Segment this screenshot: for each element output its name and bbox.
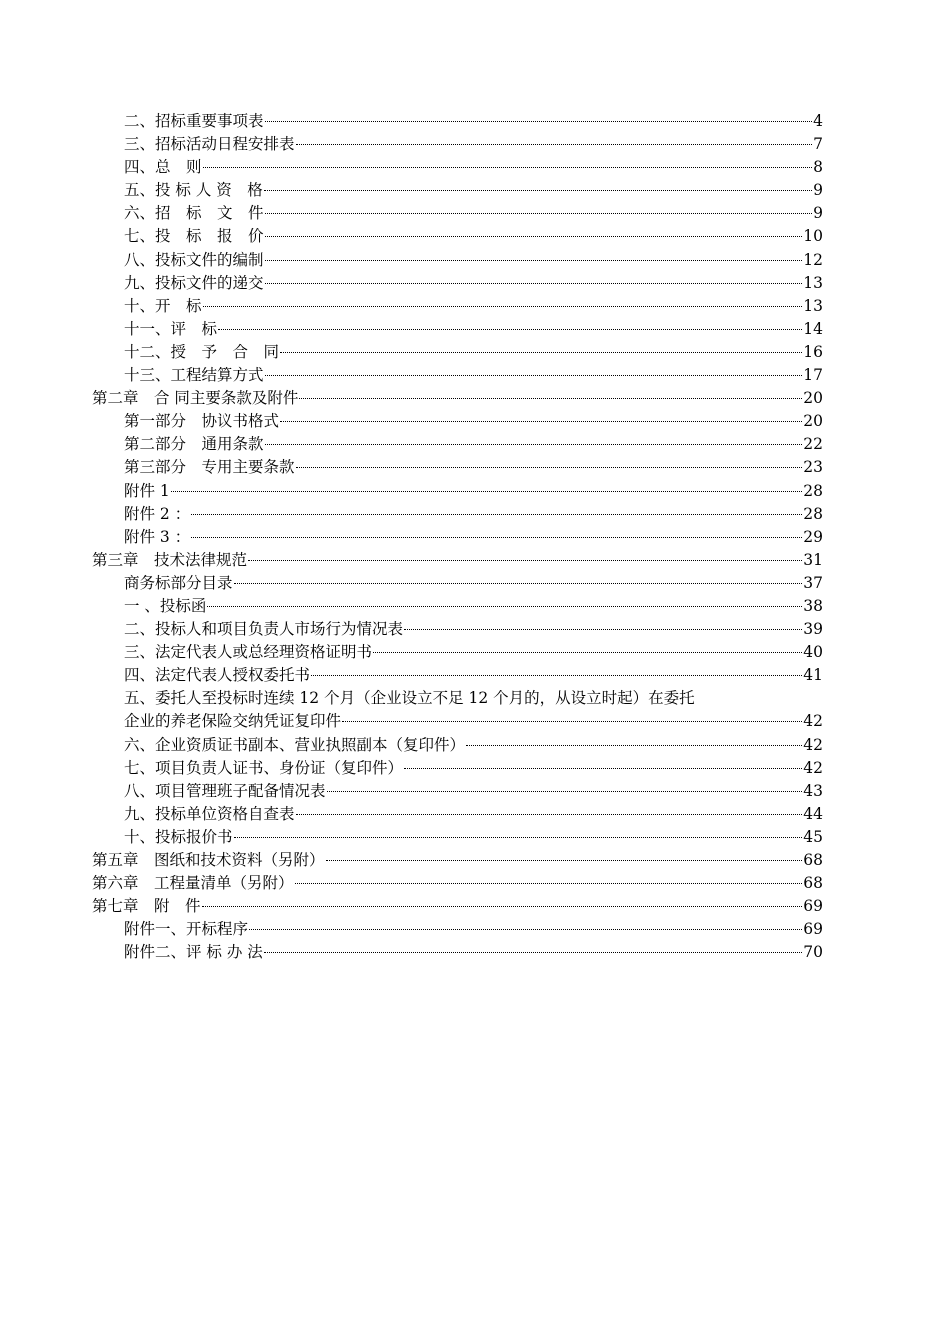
dot-leader	[202, 906, 803, 907]
toc-entry[interactable]	[92, 133, 823, 156]
toc-entry-title: 十一、评 标	[124, 319, 218, 338]
toc-entry[interactable]	[92, 734, 823, 757]
toc-chapter-entry[interactable]	[92, 549, 823, 572]
toc-entry-title: 四、总 则	[124, 158, 202, 177]
toc-entry-title: 第二章 合 同主要条款及附件	[92, 389, 299, 408]
toc-entry[interactable]	[92, 664, 823, 687]
dot-leader	[171, 491, 802, 492]
toc-entry[interactable]	[92, 318, 823, 341]
toc-entry[interactable]	[92, 480, 823, 503]
toc-entry-title: 九、投标文件的递交	[124, 273, 264, 292]
toc-page-number: 17	[803, 366, 823, 385]
toc-entry[interactable]	[92, 295, 823, 318]
toc-page-number: 9	[813, 204, 823, 223]
toc-page-number: 12	[803, 250, 823, 269]
toc-chapter-entry[interactable]	[92, 387, 823, 410]
toc-entry[interactable]	[92, 456, 823, 479]
toc-entry[interactable]	[92, 826, 823, 849]
toc-page-number: 7	[813, 135, 823, 154]
dot-leader	[265, 375, 803, 376]
toc-page-number: 4	[813, 112, 823, 130]
toc-entry-title: 第三章 技术法律规范	[92, 550, 248, 569]
dot-leader	[191, 514, 802, 515]
toc-entry-title: 三、招标活动日程安排表	[124, 135, 295, 154]
toc-page-number: 44	[803, 804, 823, 823]
toc-entry-title: 第一部分 协议书格式	[124, 412, 280, 431]
toc-entry[interactable]	[92, 249, 823, 272]
dot-leader	[342, 721, 802, 722]
toc-entry[interactable]	[92, 572, 823, 595]
dot-leader	[265, 444, 803, 445]
toc-entry-title: 三、法定代表人或总经理资格证明书	[124, 643, 373, 662]
toc-page-number: 9	[813, 181, 823, 200]
toc-entry-title: 附件 3 ：	[124, 527, 191, 546]
toc-entry[interactable]	[92, 341, 823, 364]
toc-entry[interactable]	[92, 110, 823, 133]
toc-entry[interactable]	[92, 364, 823, 387]
toc-entry[interactable]	[92, 433, 823, 456]
toc-chapter-entry[interactable]	[92, 872, 823, 895]
toc-page-number: 31	[803, 550, 823, 569]
toc-page-number: 42	[803, 758, 823, 777]
toc-entry-title: 第二部分 通用条款	[124, 435, 264, 454]
toc-entry-title: 七、项目负责人证书、身份证（复印件）	[124, 758, 404, 777]
toc-page-number: 69	[803, 920, 823, 939]
toc-entry-title: 附件 1	[124, 481, 170, 500]
toc-page-number: 14	[803, 319, 823, 338]
toc-entry-title: 五、投 标 人 资 格	[124, 181, 263, 200]
toc-entry-title: 二、招标重要事项表	[124, 112, 264, 130]
toc-page-number: 20	[803, 389, 823, 408]
toc-page-number: 29	[803, 527, 823, 546]
toc-entry-title: 第三部分 专用主要条款	[124, 458, 295, 477]
toc-page-number: 16	[803, 342, 823, 361]
dot-leader	[234, 837, 803, 838]
toc-page-number: 10	[803, 227, 823, 246]
toc-entry-title: 企业的养老保险交纳凭证复印件	[124, 712, 342, 731]
dot-leader	[265, 121, 813, 122]
toc-entry[interactable]	[92, 780, 823, 803]
toc-entry[interactable]	[92, 918, 823, 941]
dot-leader	[327, 791, 803, 792]
toc-page-number: 41	[803, 666, 823, 685]
dot-leader	[265, 236, 803, 237]
toc-page-number: 13	[803, 296, 823, 315]
toc-page-number: 68	[803, 874, 823, 893]
dot-leader	[296, 467, 803, 468]
toc-entry[interactable]	[92, 710, 823, 733]
toc-entry-title: 附件 2 ：	[124, 504, 191, 523]
toc-page-number: 42	[803, 735, 823, 754]
toc-entry-title: 第五章 图纸和技术资料（另附）	[92, 851, 325, 869]
toc-chapter-entry[interactable]	[92, 895, 823, 918]
dot-leader	[264, 952, 802, 953]
toc-page-number: 42	[803, 712, 823, 731]
toc-entry-title: 十、开 标	[124, 296, 202, 315]
dot-leader	[296, 814, 803, 815]
toc-page-number: 23	[803, 458, 823, 477]
toc-entry-title: 十三、工程结算方式	[124, 366, 264, 385]
dot-leader	[404, 629, 802, 630]
toc-entry[interactable]	[92, 941, 823, 964]
dot-leader	[311, 675, 802, 676]
toc-page-number: 28	[803, 481, 823, 500]
toc-entry[interactable]	[92, 803, 823, 826]
toc-entry-title: 附件二、评 标 办 法	[124, 943, 263, 962]
toc-page-number: 22	[803, 435, 823, 454]
dot-leader	[248, 560, 802, 561]
toc-page-number: 45	[803, 827, 823, 846]
toc-entry[interactable]	[92, 202, 823, 225]
toc-page-number: 8	[813, 158, 823, 177]
toc-page-number: 28	[803, 504, 823, 523]
toc-entry-title: 十二、授 予 合 同	[124, 342, 280, 361]
toc-entry[interactable]	[92, 757, 823, 780]
toc-entry[interactable]	[92, 410, 823, 433]
toc-entry-title: 七、投 标 报 价	[124, 227, 264, 246]
dot-leader	[299, 398, 802, 399]
toc-page-number: 20	[803, 412, 823, 431]
toc-page-number: 39	[803, 620, 823, 639]
dot-leader	[265, 283, 803, 284]
table-of-contents	[92, 110, 823, 964]
toc-page-number: 68	[803, 851, 823, 869]
toc-entry[interactable]	[92, 641, 823, 664]
dot-leader	[265, 260, 803, 261]
dot-leader	[404, 768, 802, 769]
toc-page-number: 40	[803, 643, 823, 662]
toc-entry-title: 八、项目管理班子配备情况表	[124, 781, 326, 800]
toc-entry[interactable]	[92, 618, 823, 641]
dot-leader	[249, 929, 802, 930]
toc-entry-title: 五、委托人至投标时连续 12 个月（企业设立不足 12 个月的，从设立时起）在委托	[124, 689, 695, 708]
toc-entry-title: 四、法定代表人授权委托书	[124, 666, 311, 685]
toc-entry[interactable]	[92, 156, 823, 179]
toc-entry-title: 二、投标人和项目负责人市场行为情况表	[124, 620, 404, 639]
dot-leader	[296, 144, 813, 145]
toc-entry[interactable]	[92, 526, 823, 549]
toc-entry-title: 六、招 标 文 件	[124, 204, 264, 223]
toc-entry-title: 九、投标单位资格自查表	[124, 804, 295, 823]
dot-leader	[295, 883, 803, 884]
toc-entry-title: 第六章 工程量清单（另附）	[92, 874, 294, 893]
toc-entry-title: 八、投标文件的编制	[124, 250, 264, 269]
toc-entry-title: 附件一、开标程序	[124, 920, 249, 939]
toc-page-number: 38	[803, 596, 823, 615]
dot-leader	[280, 352, 802, 353]
dot-leader	[466, 745, 802, 746]
toc-entry-title: 商务标部分目录	[124, 573, 233, 592]
dot-leader	[207, 606, 802, 607]
toc-entry[interactable]	[92, 503, 823, 526]
toc-page-number: 13	[803, 273, 823, 292]
toc-page-number: 69	[803, 897, 823, 916]
toc-chapter-entry[interactable]	[92, 849, 823, 872]
dot-leader	[191, 537, 802, 538]
toc-entry-title: 一 、投标函	[124, 596, 207, 615]
toc-page-number: 43	[803, 781, 823, 800]
toc-entry[interactable]	[92, 225, 823, 248]
toc-entry[interactable]	[92, 179, 823, 202]
toc-entry-title: 十、投标报价书	[124, 827, 233, 846]
dot-leader	[280, 421, 802, 422]
toc-entry[interactable]	[92, 595, 823, 618]
dot-leader	[265, 213, 813, 214]
dot-leader	[264, 190, 812, 191]
dot-leader	[326, 860, 803, 861]
toc-page-number: 70	[803, 943, 823, 962]
dot-leader	[203, 167, 813, 168]
toc-page-number: 37	[803, 573, 823, 592]
dot-leader	[203, 306, 803, 307]
dot-leader	[218, 329, 802, 330]
toc-entry-title: 第七章 附 件	[92, 897, 201, 916]
toc-entry[interactable]	[92, 687, 823, 710]
dot-leader	[373, 652, 802, 653]
dot-leader	[234, 583, 803, 584]
toc-entry-title: 六、企业资质证书副本、营业执照副本（复印件）	[124, 735, 466, 754]
toc-entry[interactable]	[92, 272, 823, 295]
